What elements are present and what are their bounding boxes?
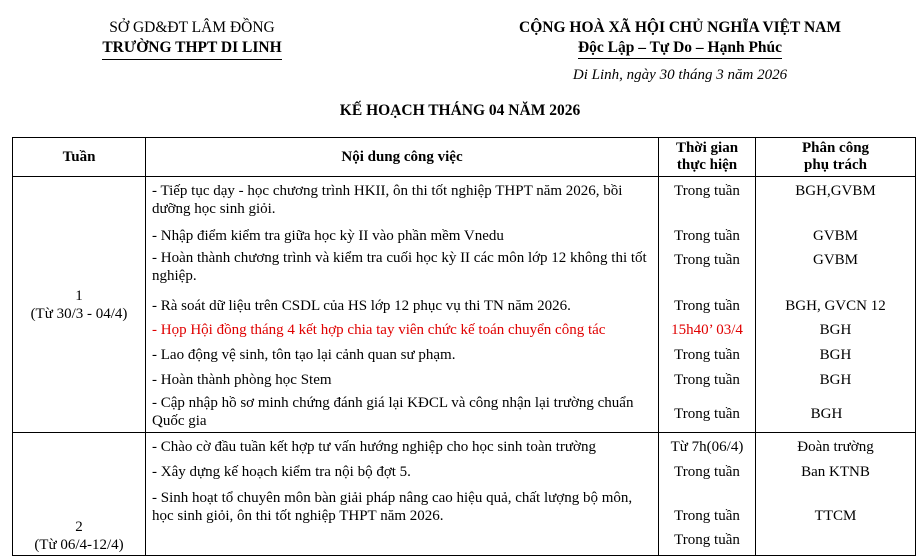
week-number: 1 [75,287,83,304]
task-owner: BGH [810,406,843,422]
task-content: - Lao động vệ sinh, tôn tạo lại cảnh quan sư phạm. [152,347,456,363]
task-time: Trong tuần [674,298,740,314]
task-time: Trong tuần [674,347,740,363]
task-owner: GVBM [812,252,858,268]
time-list [659,177,756,433]
task-time: Trong tuần [674,183,740,199]
owner-list [756,433,916,556]
task-content: - Tiếp tục dạy - học chương trình HKII, ôn thi tốt nghiệp THPT năm 2026, bồi dưỡng học sinh giỏi. [152,183,623,217]
table-row [13,177,916,433]
task-owner: BGH [819,347,852,363]
task-content: - Sinh hoạt tổ chuyên môn bàn giải pháp nâng cao hiệu quả, chất lượng bộ môn, học sinh giỏi, ôn thi tốt nghiệp THPT năm 2026. [152,490,633,524]
week-label [14,434,144,554]
task-time-highlight: 15h40’ 03/4 [671,322,743,338]
task-content: - Rà soát dữ liệu trên CSDL của HS lớp 12 phục vụ thi TN năm 2026. [152,298,571,314]
department-name: SỞ GD&ĐT LÂM ĐỒNG [109,19,275,36]
national-motto: Độc Lập – Tự Do – Hạnh Phúc [578,38,782,59]
task-time: Trong tuần [674,406,740,422]
time-column-header: Thời gian thực hiện [659,138,756,177]
task-time: Từ 7h(06/4) [670,439,744,455]
school-name: TRƯỜNG THPT DI LINH [102,38,281,60]
header-right [450,18,910,85]
table-row [13,433,916,556]
task-content: - Cập nhập hồ sơ minh chứng đánh giá lại KĐCL và công nhận lại trường chuẩn Quốc gia [152,395,634,429]
task-list [146,177,659,433]
document-title: KẾ HOẠCH THÁNG 04 NĂM 2026 [339,102,581,119]
task-time: Trong tuần [674,508,740,524]
task-content: - Hoàn thành phòng học Stem [152,372,332,388]
document-date: Di Linh, ngày 30 tháng 3 năm 2026 [572,67,788,83]
task-content: - Xây dựng kế hoạch kiểm tra nội bộ đợt 5. [152,464,411,480]
task-time: Trong tuần [674,252,740,268]
task-time: Trong tuần [674,228,740,244]
week-number: 2 [75,519,83,535]
week-cell [13,177,146,433]
time-list [659,433,756,556]
owner-column-header: Phân công phụ trách [756,138,916,177]
table-header-row [13,138,916,177]
week-range: (Từ 06/4-12/4) [34,537,124,553]
task-content: - Chào cờ đầu tuần kết hợp tư vấn hướng nghiệp cho học sinh toàn trường [152,439,596,455]
task-content-highlight: - Họp Hội đồng tháng 4 kết hợp chia tay viên chức kế toán chuyển công tác [152,322,606,338]
task-time: Trong tuần [674,532,740,548]
task-owner: Ban KTNB [801,464,870,480]
task-time: Trong tuần [674,372,740,388]
task-owner: BGH,GVBM [795,183,876,199]
task-owner: GVBM [812,228,858,244]
header-left [62,18,322,60]
task-content: - Hoàn thành chương trình và kiểm tra cuối học kỳ II các môn lớp 12 không thi tốt nghiệp. [152,250,647,284]
task-owner: TTCM [814,508,857,524]
week-range: (Từ 30/3 - 04/4) [30,305,128,322]
content-column-header: Nội dung công việc [146,138,659,177]
task-list [146,433,659,556]
task-content [146,527,658,553]
task-owner: Đoàn trường [797,439,874,455]
task-owner: BGH, GVCN 12 [785,298,886,314]
plan-table [12,137,916,556]
owner-list [756,177,916,433]
task-owner: BGH [819,322,852,338]
week-column-header: Tuần [13,138,146,177]
task-time: Trong tuần [674,464,740,480]
nation-title: CỘNG HOÀ XÃ HỘI CHỦ NGHĨA VIỆT NAM [519,19,841,36]
task-content: - Nhập điểm kiểm tra giữa học kỳ II vào phần mềm Vnedu [152,228,504,244]
task-owner [756,527,915,553]
task-owner: BGH [819,372,852,388]
week-cell [13,433,146,556]
